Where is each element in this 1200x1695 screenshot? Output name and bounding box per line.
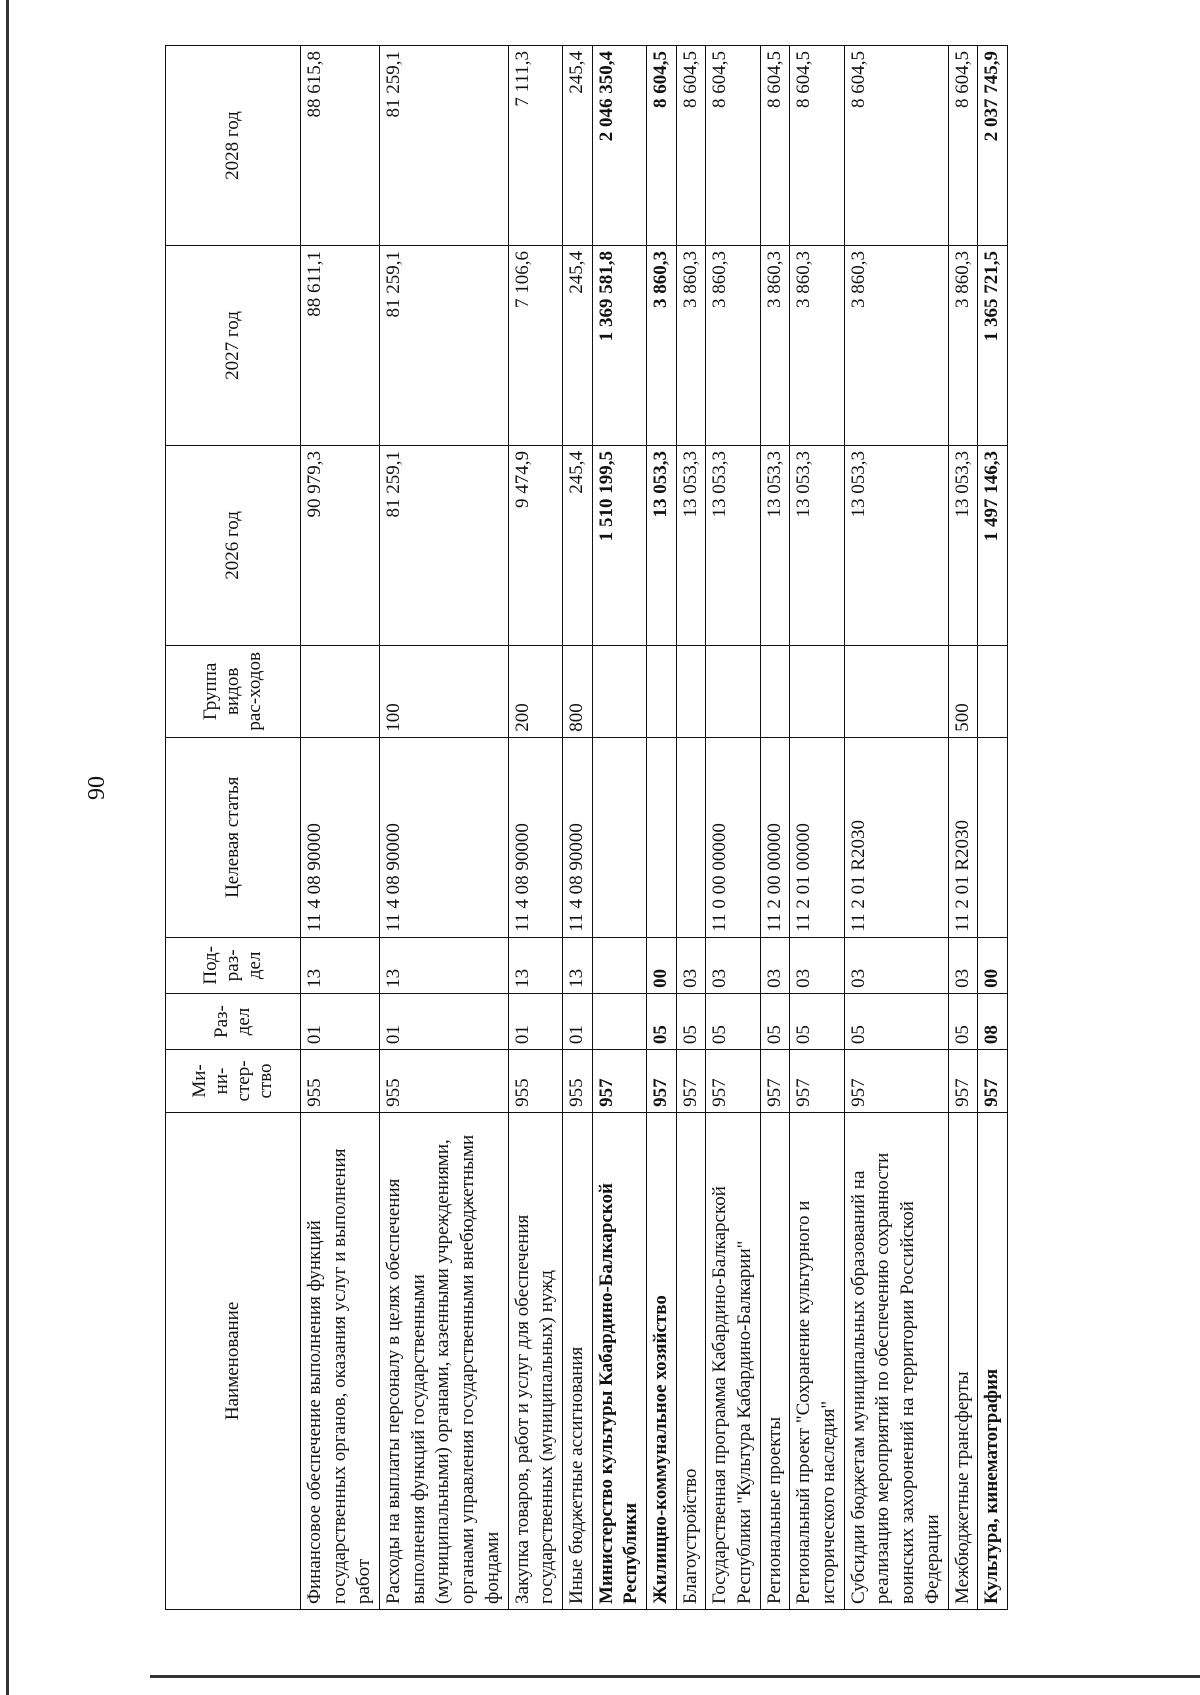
cell-2027: 3 860,3 [760,246,790,446]
cell-expense-group: 200 [508,645,562,737]
cell-name: Государственная программа Кабардино-Балкарской Республики "Культура Кабардино-Балкарии" [706,1112,760,1609]
cell-target: 11 2 01 R2030 [948,737,978,937]
cell-target: 11 2 01 R2030 [844,737,948,937]
cell-name: Межбюджетные трансферты [948,1112,978,1609]
cell-target [646,737,676,937]
cell-2028: 2 046 350,4 [592,46,646,246]
cell-ministry: 957 [790,1050,844,1113]
cell-2027: 88 611,1 [301,246,380,446]
cell-section: 01 [562,993,592,1049]
cell-target: 11 4 08 90000 [508,737,562,937]
header-section: Раз-дел [166,993,301,1049]
table-row [508,46,562,1610]
cell-2027: 1 369 581,8 [592,246,646,446]
cell-ministry: 955 [508,1050,562,1113]
table-body [301,46,1008,1610]
cell-2028: 245,4 [562,46,592,246]
table-row [948,46,978,1610]
header-2026: 2026 год [166,445,301,645]
cell-ministry: 955 [562,1050,592,1113]
cell-section: 01 [508,993,562,1049]
cell-2026: 90 979,3 [301,445,380,645]
cell-section: 01 [301,993,380,1049]
header-2027: 2027 год [166,246,301,446]
cell-2026: 9 474,9 [508,445,562,645]
cell-2026: 13 053,3 [844,445,948,645]
cell-target: 11 0 00 00000 [706,737,760,937]
cell-2026: 245,4 [562,445,592,645]
cell-section: 05 [790,993,844,1049]
cell-subsection: 03 [844,937,948,993]
cell-target: 11 4 08 90000 [380,737,508,937]
table-row [706,46,760,1610]
cell-target: 11 4 08 90000 [301,737,380,937]
cell-2028: 8 604,5 [706,46,760,246]
table-row [760,46,790,1610]
cell-subsection: 03 [948,937,978,993]
cell-expense-group [706,645,760,737]
cell-expense-group [844,645,948,737]
cell-name: Расходы на выплаты персоналу в целях обеспечения выполнения функций государственными (муниципальными) органами, казенными учреждениями, органами управления государственными внебюджетными фондами [380,1112,508,1609]
cell-subsection: 13 [508,937,562,993]
cell-2028: 8 604,5 [790,46,844,246]
cell-2027: 3 860,3 [646,246,676,446]
table-row [562,46,592,1610]
cell-2028: 8 604,5 [760,46,790,246]
cell-subsection: 13 [301,937,380,993]
cell-ministry: 955 [380,1050,508,1113]
cell-name: Региональный проект "Сохранение культурного и исторического наследия" [790,1112,844,1609]
cell-2028: 7 111,3 [508,46,562,246]
cell-subsection: 13 [562,937,592,993]
table-header-row [166,46,301,1610]
cell-expense-group [592,645,646,737]
table-row [301,46,380,1610]
cell-expense-group: 100 [380,645,508,737]
cell-name: Финансовое обеспечение выполнения функций государственных органов, оказания услуг и выполнения работ [301,1112,380,1609]
budget-table [165,45,1008,1610]
header-ministry: Ми-ни-стер-ство [166,1050,301,1113]
cell-ministry: 957 [844,1050,948,1113]
cell-section: 05 [646,993,676,1049]
table-row [844,46,948,1610]
cell-ministry: 957 [948,1050,978,1113]
cell-name: Министерство культуры Кабардино-Балкарской Республики [592,1112,646,1609]
cell-2027: 3 860,3 [706,246,760,446]
header-name: Наименование [166,1112,301,1609]
cell-expense-group [790,645,844,737]
cell-name: Региональные проекты [760,1112,790,1609]
cell-2028: 8 604,5 [948,46,978,246]
cell-ministry: 957 [646,1050,676,1113]
cell-2027: 1 365 721,5 [978,246,1008,446]
cell-2026: 13 053,3 [646,445,676,645]
header-target: Целевая статья [166,737,301,937]
header-subsection: Под-раз-дел [166,937,301,993]
cell-2026: 13 053,3 [790,445,844,645]
cell-section: 05 [760,993,790,1049]
cell-target [978,737,1008,937]
cell-ministry: 957 [706,1050,760,1113]
cell-2027: 3 860,3 [676,246,706,446]
cell-section: 05 [844,993,948,1049]
cell-2028: 8 604,5 [676,46,706,246]
cell-name: Культура, кинематография [978,1112,1008,1609]
cell-name: Иные бюджетные ассигнования [562,1112,592,1609]
header-2028: 2028 год [166,46,301,246]
cell-2026: 1 510 199,5 [592,445,646,645]
cell-ministry: 955 [301,1050,380,1113]
cell-2027: 7 106,6 [508,246,562,446]
cell-2028: 88 615,8 [301,46,380,246]
cell-2026: 13 053,3 [760,445,790,645]
cell-section: 05 [676,993,706,1049]
cell-subsection: 03 [760,937,790,993]
cell-subsection: 03 [676,937,706,993]
cell-2026: 13 053,3 [676,445,706,645]
cell-name: Жилищно-коммунальное хозяйство [646,1112,676,1609]
cell-section [592,993,646,1049]
table-row [790,46,844,1610]
cell-expense-group [646,645,676,737]
cell-2027: 81 259,1 [380,246,508,446]
cell-expense-group [676,645,706,737]
cell-ministry: 957 [760,1050,790,1113]
cell-2026: 13 053,3 [706,445,760,645]
cell-subsection: 00 [978,937,1008,993]
cell-2027: 3 860,3 [948,246,978,446]
table-row [676,46,706,1610]
table-row [978,46,1008,1610]
cell-subsection [592,937,646,993]
header-expense-group: Группа видов рас-ходов [166,645,301,737]
cell-target: 11 2 00 00000 [760,737,790,937]
cell-target [676,737,706,937]
cell-ministry: 957 [676,1050,706,1113]
cell-expense-group [978,645,1008,737]
cell-2028: 8 604,5 [646,46,676,246]
table-row [592,46,646,1610]
cell-name: Закупка товаров, работ и услуг для обеспечения государственных (муниципальных) нужд [508,1112,562,1609]
table-row [380,46,508,1610]
cell-name: Субсидии бюджетам муниципальных образований на реализацию мероприятий по обеспечению сохранности воинских захоронений на территории Российской Федерации [844,1112,948,1609]
cell-expense-group [301,645,380,737]
cell-2028: 8 604,5 [844,46,948,246]
cell-expense-group: 500 [948,645,978,737]
cell-section: 01 [380,993,508,1049]
cell-expense-group: 800 [562,645,592,737]
cell-section: 05 [948,993,978,1049]
cell-target [592,737,646,937]
page-number: 90 [84,776,110,800]
cell-subsection: 13 [380,937,508,993]
cell-ministry: 957 [978,1050,1008,1113]
table-row [646,46,676,1610]
cell-2027: 3 860,3 [844,246,948,446]
cell-ministry: 957 [592,1050,646,1113]
cell-subsection: 03 [790,937,844,993]
cell-section: 05 [706,993,760,1049]
cell-2026: 13 053,3 [948,445,978,645]
cell-section: 08 [978,993,1008,1049]
rotated-page-content [165,45,1008,1610]
cell-2028: 2 037 745,9 [978,46,1008,246]
cell-2027: 245,4 [562,246,592,446]
cell-name: Благоустройство [676,1112,706,1609]
cell-2026: 1 497 146,3 [978,445,1008,645]
cell-expense-group [760,645,790,737]
cell-subsection: 00 [646,937,676,993]
cell-2027: 3 860,3 [790,246,844,446]
cell-subsection: 03 [706,937,760,993]
cell-target: 11 2 01 00000 [790,737,844,937]
cell-target: 11 4 08 90000 [562,737,592,937]
cell-2028: 81 259,1 [380,46,508,246]
bottom-margin-rule [150,1675,1200,1678]
left-margin-rule [6,0,9,1695]
cell-2026: 81 259,1 [380,445,508,645]
